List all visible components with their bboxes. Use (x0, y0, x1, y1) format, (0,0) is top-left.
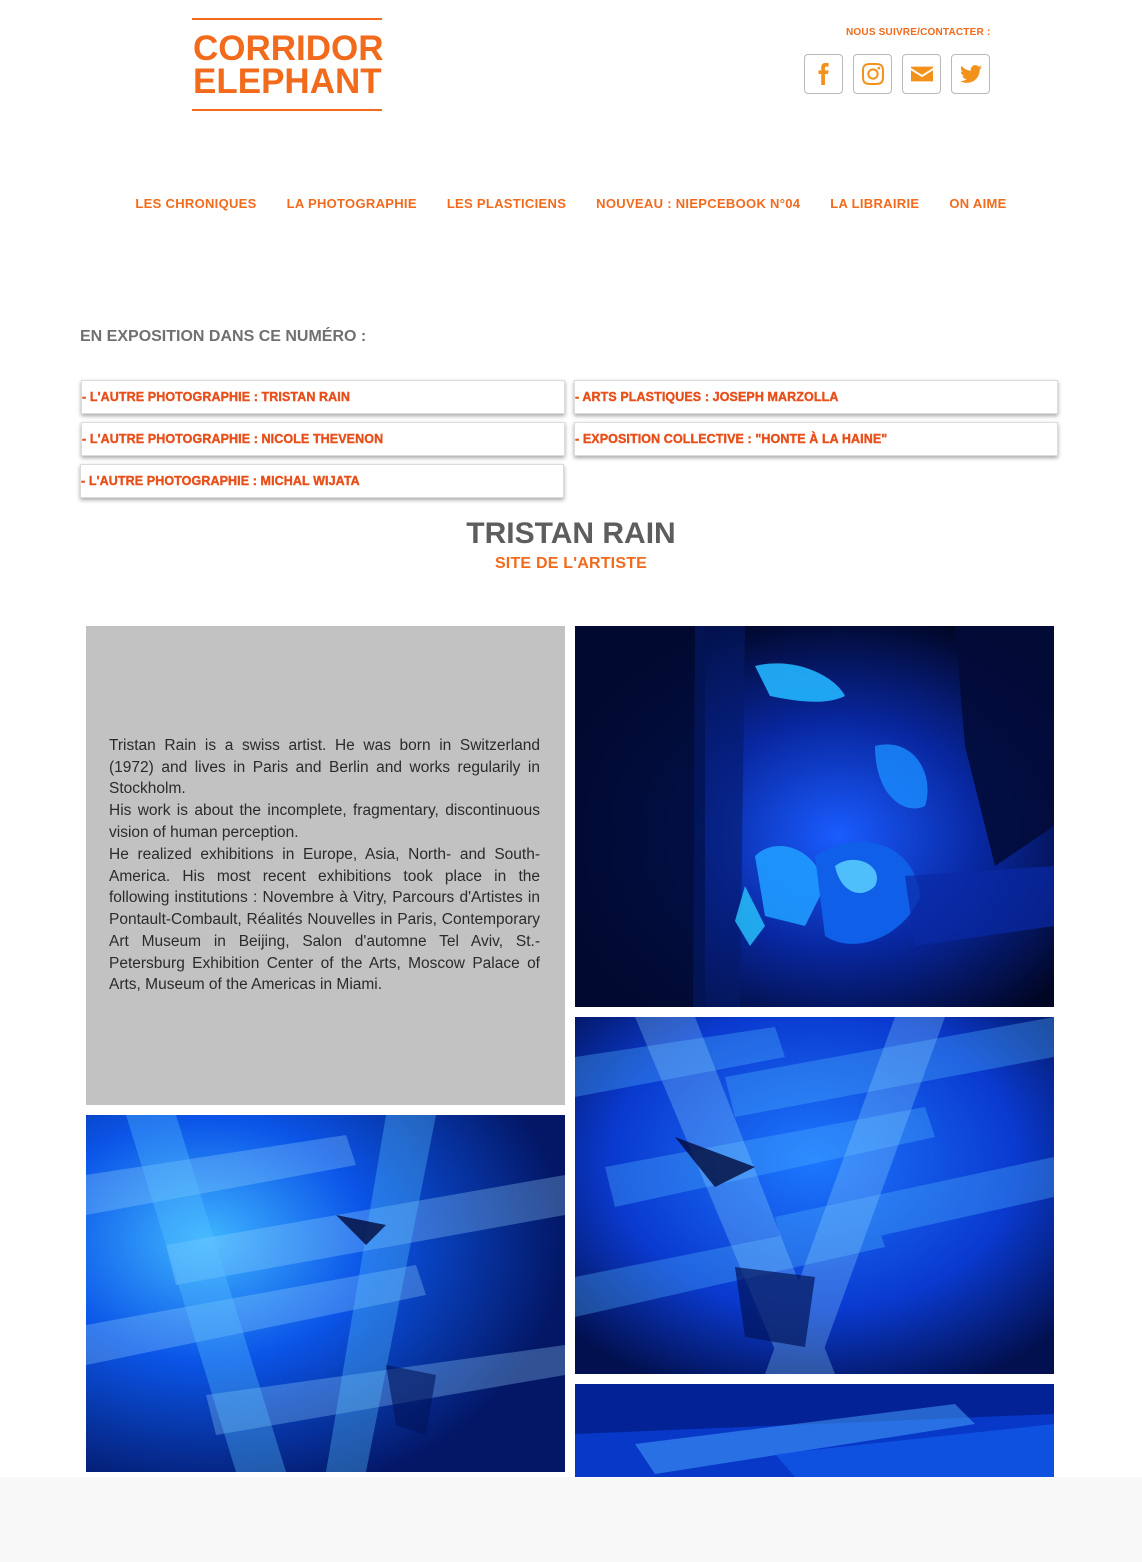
nav-item-photographie[interactable]: LA PHOTOGRAPHIE (286, 196, 417, 211)
artist-bio-box (86, 626, 565, 1105)
footer-bar (0, 1477, 1142, 1562)
bio-paragraph: Tristan Rain is a swiss artist. He was born in Switzerland (1972) and lives in Paris and Berlin and works regularily in Stockholm. (109, 736, 540, 798)
expo-link-label: - L'AUTRE PHOTOGRAPHIE : TRISTAN RAIN (82, 390, 351, 404)
site-logo[interactable] (192, 18, 382, 111)
bio-paragraph: He realized exhibitions in Europe, Asia, North- and South-America. His most recent exhibitions took place in the following institutions : Novembre à Vitry, Parcours d'Artistes in Pontault-Combault, Réalités Nouvelles in Paris, Contemporary Art Museum in Beijing, Salon d'automne Tel Aviv, St.-Petersburg Exhibition Center of the Arts, Moscow Palace of Arts, Museum of the Americas in Miami. (109, 845, 540, 994)
artwork-photo-1[interactable] (575, 626, 1054, 1007)
expo-link-tristan-rain[interactable] (81, 380, 565, 414)
expo-link-label: - L'AUTRE PHOTOGRAPHIE : MICHAL WIJATA (81, 474, 360, 488)
twitter-button[interactable] (951, 54, 990, 94)
artwork-photo-2[interactable] (575, 1017, 1054, 1374)
nav-item-niepcebook[interactable]: NOUVEAU : NIEPCEBOOK N°04 (596, 196, 801, 211)
logo-line-1: CORRIDOR (193, 29, 384, 68)
nav-item-plasticiens[interactable]: LES PLASTICIENS (446, 196, 567, 211)
nav-item-on-aime[interactable]: ON AIME (949, 196, 1007, 211)
twitter-icon (960, 63, 982, 85)
artist-site-link[interactable]: SITE DE L'ARTISTE (494, 555, 648, 572)
envelope-icon (911, 63, 933, 85)
expo-link-label: - ARTS PLASTIQUES : JOSEPH MARZOLLA (575, 390, 839, 404)
logo-line-2: ELEPHANT (193, 62, 382, 101)
nav-item-chroniques[interactable]: LES CHRONIQUES (135, 196, 257, 211)
artist-bio (109, 735, 540, 997)
social-links (804, 54, 990, 94)
exhibition-heading: EN EXPOSITION DANS CE NUMÉRO : (80, 328, 367, 345)
facebook-button[interactable] (804, 54, 843, 94)
follow-contact-label: NOUS SUIVRE/CONTACTER : (846, 27, 991, 38)
expo-link-label: - L'AUTRE PHOTOGRAPHIE : NICOLE THEVENON (82, 432, 384, 446)
artwork-photo-4[interactable] (575, 1384, 1054, 1477)
expo-link-nicole-thevenon[interactable] (81, 422, 565, 456)
bio-paragraph: His work is about the incomplete, fragmentary, discontinuous vision of human perception. (109, 802, 540, 841)
instagram-button[interactable] (853, 54, 892, 94)
instagram-icon (862, 63, 884, 85)
expo-link-michal-wijata[interactable] (80, 464, 564, 498)
email-button[interactable] (902, 54, 941, 94)
expo-link-joseph-marzolla[interactable] (574, 380, 1058, 414)
expo-link-honte-a-la-haine[interactable] (574, 422, 1058, 456)
main-nav (0, 196, 1142, 211)
facebook-icon (813, 63, 835, 85)
expo-link-label: - EXPOSITION COLLECTIVE : "HONTE À LA HAINE" (575, 432, 888, 446)
artist-name: TRISTAN RAIN (466, 517, 676, 550)
artwork-photo-3[interactable] (86, 1115, 565, 1472)
nav-item-librairie[interactable]: LA LIBRAIRIE (830, 196, 920, 211)
